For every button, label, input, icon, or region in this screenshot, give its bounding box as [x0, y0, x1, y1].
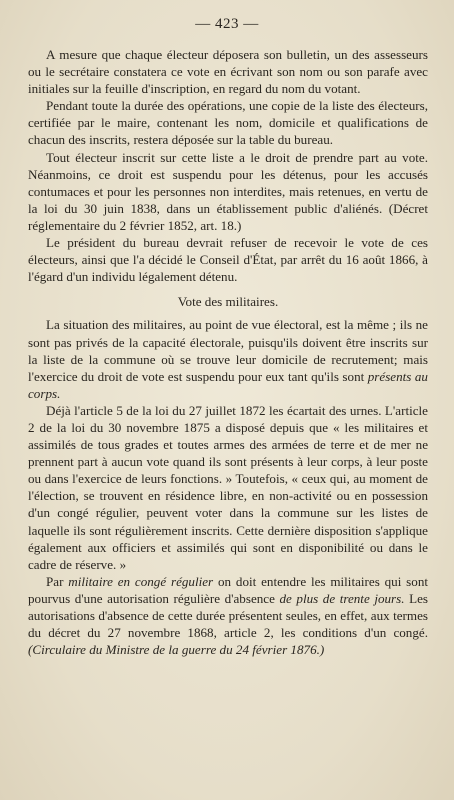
paragraph [28, 316, 428, 401]
paragraph [28, 573, 428, 658]
paragraph: Le président du bureau devrait refuser de recevoir le vote de ces électeurs, ainsi que l'a décidé le Conseil d'État, par arrêt du 16 août 1866, à l'égard d'un individu légalement détenu. [28, 235, 428, 285]
italic-phrase: de plus de trente jours. [279, 590, 405, 606]
italic-phrase: présents au corps. [28, 368, 428, 401]
paragraph: Tout électeur inscrit sur cette liste a le droit de prendre part au vote. Néanmoins, ce droit est suspendu pour les détenus, pour les accusés contumaces et pour les personnes non interdites, mais retenues, en vertu de la loi du 30 juin 1838, dans un établissement public d'aliénés. (Décret réglementaire du 2 février 1852, art. 18.) [28, 149, 428, 233]
paragraph-text: La situation des militaires, au point de vue électoral, est la même ; ils ne sont pas privés de la capacité électorale, puisqu'ils doivent être inscrits sur la liste de la commune où se trouve leur domicile de recrutement; mais l'exercice du droit de vote est suspendu pour eux tant qu'ils sont [28, 317, 428, 384]
section-heading: Vote des militaires. [177, 294, 279, 310]
paragraph: A mesure que chaque électeur déposera son bulletin, un des assesseurs ou le secrétaire constatera ce vote en écrivant son nom ou son parafe avec initiales sur la feuille d'inscription, en regard du nom du votant. [28, 47, 428, 97]
citation: (Circulaire du Ministre de la guerre du 24 février 1876.) [28, 642, 325, 658]
body-text [28, 46, 428, 658]
paragraph-text: on doit entendre les militaires qui sont pourvus d'une autorisation régulière d'absence [28, 573, 428, 606]
paragraph: Déjà l'article 5 de la loi du 27 juillet 1872 les écartait des urnes. L'article 2 de la loi du 30 novembre 1875 a disposé depuis que « les militaires et assimilés de tous grades et toutes armes des armées de terre et de mer ne prennent part à aucun vote quand ils sont présents à leur corps, à leur poste ou dans l'exercice de leurs fonctions. » Toutefois, « ceux qui, au moment de l'élection, se trouvent en résidence libre, en non-activité ou en possession d'un congé régulier, peuvent voter dans la commune sur les listes de laquelle ils sont régulièrement inscrits. Cette dernière disposition s'applique également aux officiers et assimilés qui sont en disponibilité ou dans le cadre de réserve. » [28, 402, 428, 572]
paragraph-text: Par [46, 573, 69, 589]
paragraph-text: Les autorisations d'absence de cette durée présentent seules, en effet, aux termes du décret du 27 novembre 1868, article 2, les conditions d'un congé. [28, 590, 428, 641]
paragraph: Pendant toute la durée des opérations, une copie de la liste des électeurs, certifiée par le maire, contenant les nom, domicile et qualifications de chacun des inscrits, restera déposée sur la table du bureau. [28, 98, 428, 148]
italic-phrase: militaire en congé régulier [68, 573, 214, 589]
page-number: — 423 — [195, 16, 259, 32]
